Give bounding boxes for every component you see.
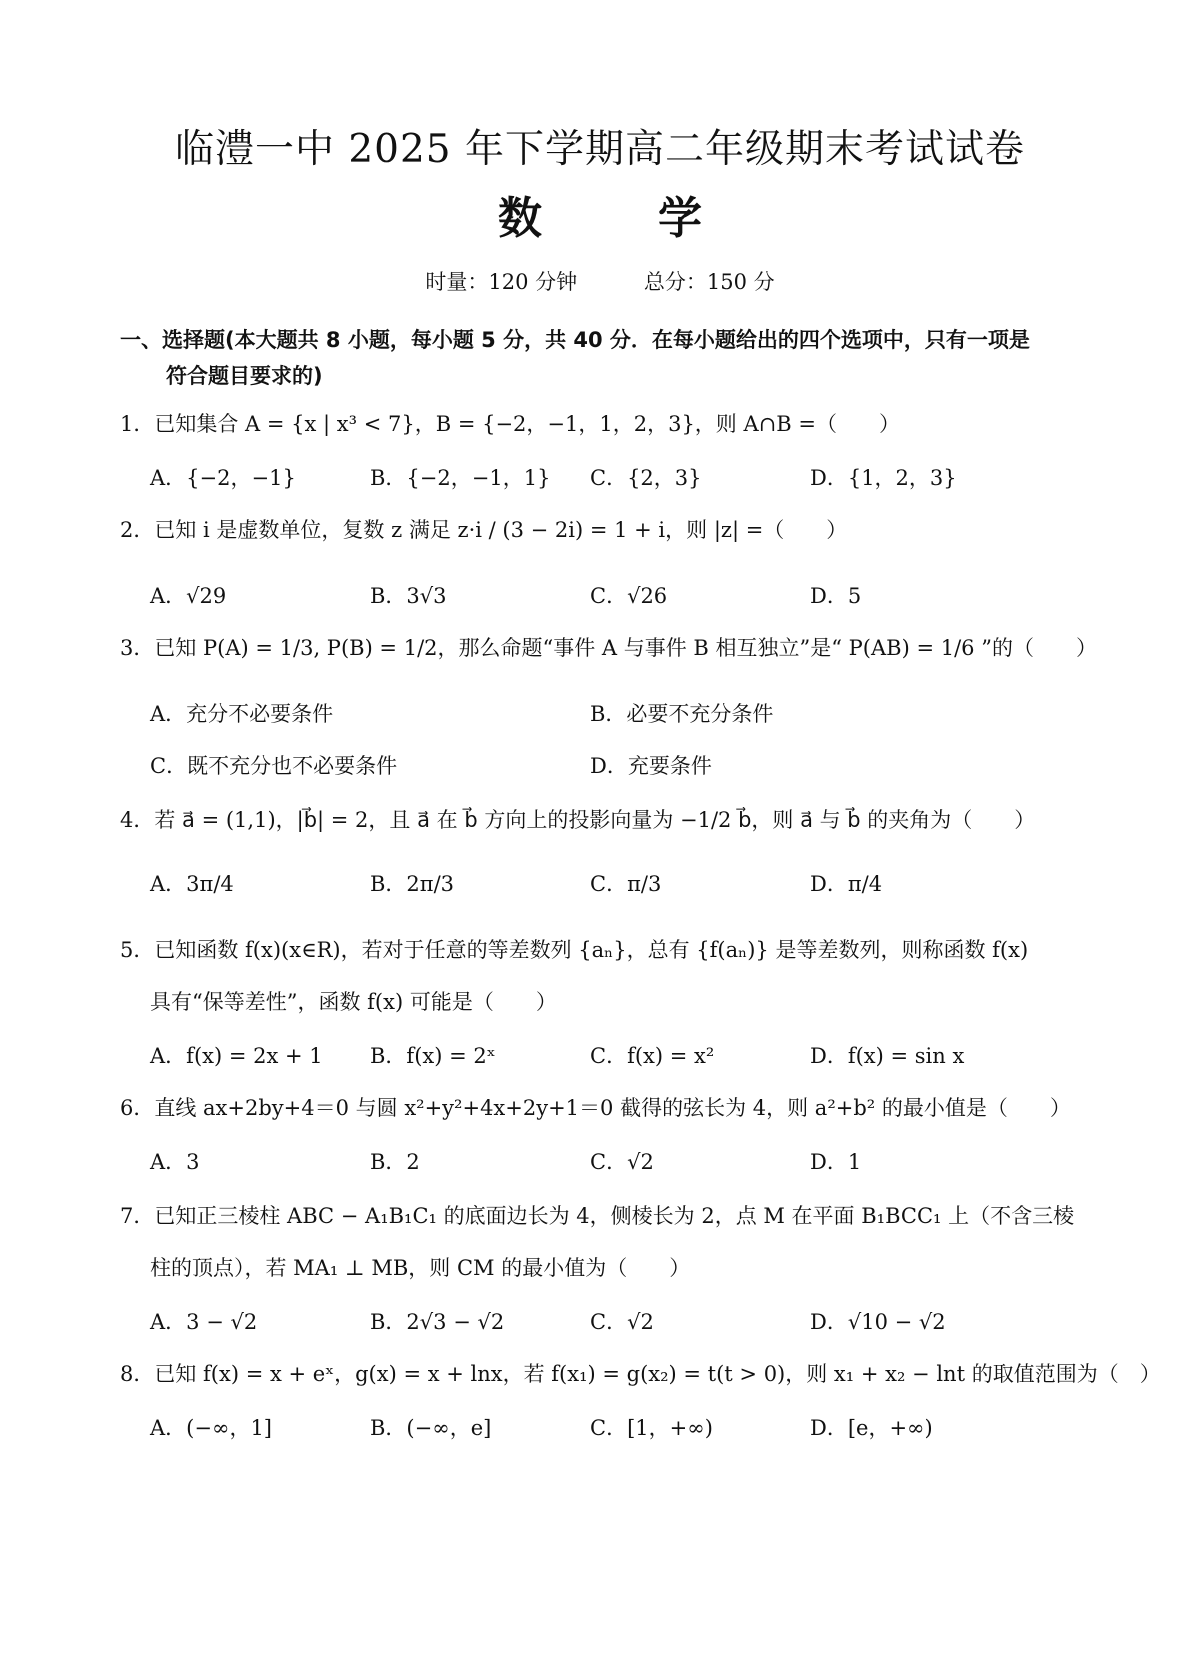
question-5-stem: 5．已知函数 f(x)(x∈R)，若对于任意的等差数列 {aₙ}，总有 {f(aₙ)} 是等差数列，则称函数 f(x) [120,938,1029,962]
q6-option-b: B．2 [370,1150,420,1174]
section-heading [120,322,1080,394]
q6-option-c: C．√2 [590,1150,654,1174]
q7-option-d: D．√10 − √2 [810,1310,946,1334]
q3-option-c: C．既不充分也不必要条件 [150,754,398,778]
q7-option-a: A．3 − √2 [150,1310,258,1334]
question-2-stem: 2．已知 i 是虚数单位，复数 z 满足 z·i / (3 − 2i) = 1 + i，则 |z| =（ ） [120,518,848,542]
q4-option-a: A．3π/4 [150,872,234,896]
exam-meta [0,266,1200,296]
q1-option-c: C．{2，3} [590,466,702,490]
section-heading-line2: 符合题目要求的) [166,364,323,388]
q2-option-d: D．5 [810,584,862,608]
q2-option-a: A．√29 [150,584,227,608]
q5-option-c: C．f(x) = x² [590,1044,715,1068]
q2-option-b: B．3√3 [370,584,447,608]
exam-total-score: 总分：150 分 [643,270,775,294]
q2-option-c: C．√26 [590,584,668,608]
q8-option-a: A．(−∞，1] [150,1416,273,1440]
q8-option-c: C．[1，+∞) [590,1416,713,1440]
exam-title: 临澧一中 2025 年下学期高二年级期末考试试卷 [174,127,1026,172]
subject-char-left: 数 [498,193,542,244]
section-heading-line1: 一、选择题(本大题共 8 小题，每小题 5 分，共 40 分．在每小题给出的四个选项中，只有一项是 [120,328,1030,352]
q4-option-d: D．π/4 [810,872,883,896]
q5-option-a: A．f(x) = 2x + 1 [150,1044,323,1068]
q1-option-d: D．{1，2，3} [810,466,957,490]
question-4-stem: 4．若 a⃗ = (1,1)，|b⃗| = 2，且 a⃗ 在 b⃗ 方向上的投影向量为 −1/2 b⃗，则 a⃗ 与 b⃗ 的夹角为（ ） [120,808,1036,832]
q3-option-b: B．必要不充分条件 [590,702,774,726]
q8-option-d: D．[e，+∞) [810,1416,933,1440]
question-8-stem: 8．已知 f(x) = x + eˣ，g(x) = x + lnx，若 f(x₁) = g(x₂) = t(t > 0)，则 x₁ + x₂ − lnt 的取值范围为（ ） [120,1362,1161,1386]
q7-option-c: C．√2 [590,1310,654,1334]
exam-time: 时量：120 分钟 [425,270,578,294]
question-7-stem: 7．已知正三棱柱 ABC − A₁B₁C₁ 的底面边长为 4，侧棱长为 2，点 M 在平面 B₁BCC₁ 上（不含三棱 [120,1204,1075,1228]
q7-option-b: B．2√3 − √2 [370,1310,505,1334]
q8-option-b: B．(−∞，e] [370,1416,492,1440]
subject-char-right: 学 [658,193,702,244]
question-1-stem: 1．已知集合 A = {x | x³ < 7}，B = {−2，−1，1，2，3}，则 A∩B =（ ） [120,412,900,436]
q5-option-b: B．f(x) = 2ˣ [370,1044,496,1068]
question-6-stem: 6．直线 ax+2by+4＝0 与圆 x²+y²+4x+2y+1＝0 截得的弦长为 4，则 a²+b² 的最小值是（ ） [120,1096,1071,1120]
question-5-stem-line2: 具有“保等差性”，函数 f(x) 可能是（ ） [150,990,557,1014]
question-3-stem: 3．已知 P(A) = 1/3, P(B) = 1/2，那么命题“事件 A 与事件 B 相互独立”是“ P(AB) = 1/6 ”的（ ） [120,636,1097,660]
q3-option-d: D．充要条件 [590,754,712,778]
q4-option-b: B．2π/3 [370,872,455,896]
question-7-stem-line2: 柱的顶点），若 MA₁ ⊥ MB，则 CM 的最小值为（ ） [150,1256,691,1280]
q3-option-a: A．充分不必要条件 [150,702,334,726]
q6-option-d: D．1 [810,1150,862,1174]
q4-option-c: C．π/3 [590,872,662,896]
q1-option-b: B．{−2，−1，1} [370,466,551,490]
q5-option-d: D．f(x) = sin x [810,1044,965,1068]
subject-heading [0,182,1200,246]
q6-option-a: A．3 [150,1150,200,1174]
q1-option-a: A．{−2，−1} [150,466,296,490]
